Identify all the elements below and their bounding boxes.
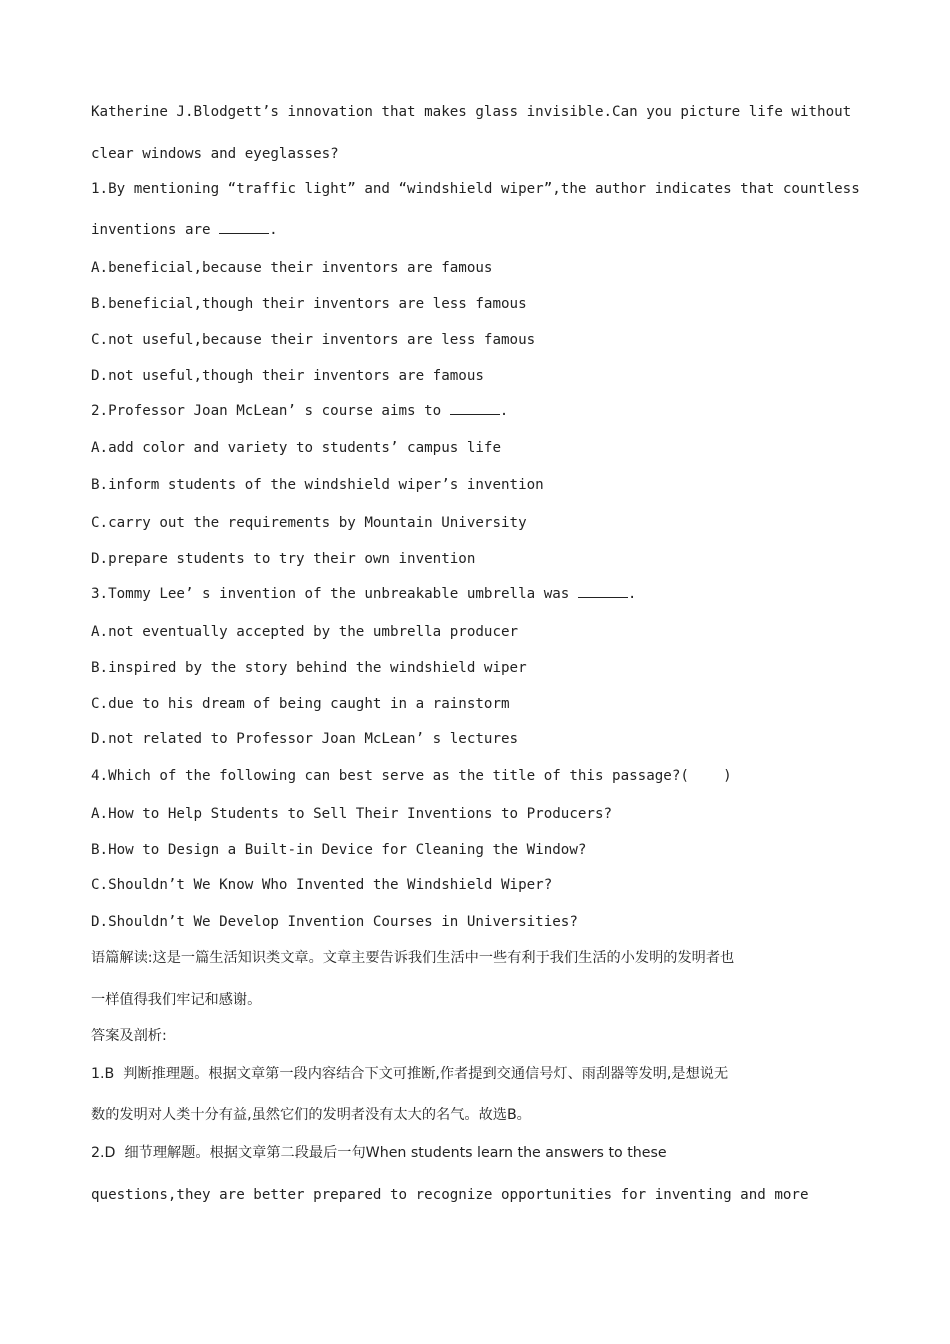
option-b: B.inspired by the story behind the windshield wiper bbox=[91, 660, 527, 676]
answer-blank bbox=[578, 585, 628, 598]
option-d: D.prepare students to try their own invention bbox=[91, 551, 476, 567]
option-d: D.not useful,though their inventors are famous bbox=[91, 368, 484, 384]
question-1-stem: 1.By mentioning “traffic light” and “windshield wiper”,the author indicates that countless bbox=[91, 181, 860, 197]
answer-2-line: questions,they are better prepared to recognize opportunities for inventing and more bbox=[91, 1187, 809, 1203]
passage-line: clear windows and eyeglasses? bbox=[91, 146, 339, 162]
answer-1-line: 数的发明对人类十分有益,虽然它们的发明者没有太大的名气。故选B。 bbox=[91, 1107, 531, 1123]
stem-period: . bbox=[499, 403, 509, 419]
option-b: B.How to Design a Built-in Device for Cleaning the Window? bbox=[91, 842, 587, 858]
passage-line: Katherine J.Blodgett’s innovation that makes glass invisible.Can you picture life without bbox=[91, 104, 852, 120]
option-c: C.carry out the requirements by Mountain University bbox=[91, 515, 527, 531]
answer-blank bbox=[450, 402, 500, 415]
option-a: A.not eventually accepted by the umbrella producer bbox=[91, 624, 519, 640]
stem-period: . bbox=[269, 222, 278, 238]
question-2-stem bbox=[91, 402, 508, 420]
analysis-line: 一样值得我们牢记和感谢。 bbox=[91, 992, 262, 1008]
option-d: D.not related to Professor Joan McLean’ s lectures bbox=[91, 731, 519, 747]
option-a: A.How to Help Students to Sell Their Inventions to Producers? bbox=[91, 806, 613, 822]
option-c: C.Shouldn’t We Know Who Invented the Windshield Wiper? bbox=[91, 877, 553, 893]
question-3-stem-text: 3.Tommy Lee’ s invention of the unbreakable umbrella was bbox=[91, 586, 578, 602]
option-d: D.Shouldn’t We Develop Invention Courses in Universities? bbox=[91, 914, 578, 930]
option-a: A.beneficial,because their inventors are famous bbox=[91, 260, 493, 276]
analysis-line: 语篇解读:这是一篇生活知识类文章。文章主要告诉我们生活中一些有利于我们生活的小发明的发明者也 bbox=[91, 950, 735, 966]
option-c: C.due to his dream of being caught in a rainstorm bbox=[91, 696, 510, 712]
option-b: B.beneficial,though their inventors are less famous bbox=[91, 296, 527, 312]
question-2-stem-text: 2.Professor Joan McLean’ s course aims to bbox=[91, 403, 450, 419]
question-1-stem-text: inventions are bbox=[91, 222, 220, 238]
answer-1-line: 1.B 判断推理题。根据文章第一段内容结合下文可推断,作者提到交通信号灯、雨刮器等发明,是想说无 bbox=[91, 1066, 729, 1082]
question-1-stem-cont bbox=[91, 221, 278, 239]
option-b: B.inform students of the windshield wiper’s invention bbox=[91, 477, 544, 493]
answers-heading: 答案及剖析: bbox=[91, 1028, 167, 1044]
question-3-stem bbox=[91, 585, 636, 603]
question-4-stem: 4.Which of the following can best serve as the title of this passage?( ) bbox=[91, 768, 732, 784]
answer-2-line: 2.D 细节理解题。根据文章第二段最后一句When students learn the answers to these bbox=[91, 1145, 667, 1161]
option-c: C.not useful,because their inventors are less famous bbox=[91, 332, 536, 348]
option-a: A.add color and variety to students’ campus life bbox=[91, 440, 501, 456]
stem-period: . bbox=[627, 586, 637, 602]
answer-blank bbox=[219, 221, 269, 234]
